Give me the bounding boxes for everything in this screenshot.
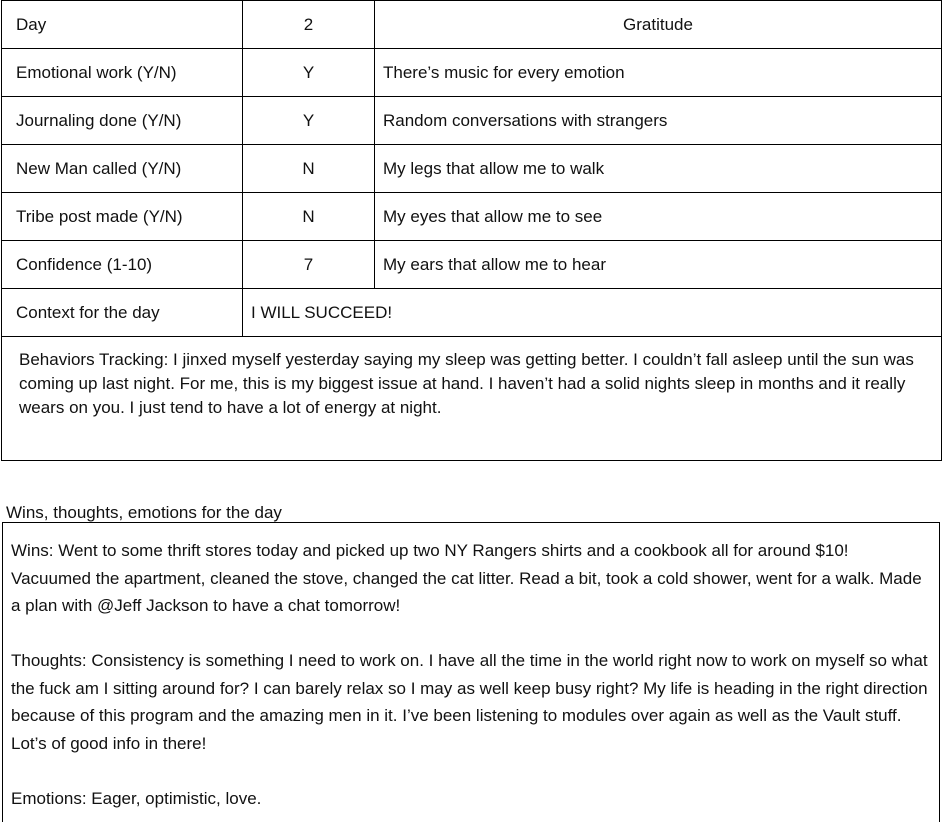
table-row	[2, 337, 942, 461]
table-row	[2, 193, 942, 241]
wins-section-title: Wins, thoughts, emotions for the day	[6, 503, 282, 522]
gratitude-item: My ears that allow me to hear	[375, 241, 942, 289]
row-value: N	[243, 145, 375, 193]
context-label: Context for the day	[2, 289, 243, 337]
row-label: Tribe post made (Y/N)	[2, 193, 243, 241]
day-label: Day	[2, 1, 243, 49]
table-row	[2, 289, 942, 337]
gratitude-item: My eyes that allow me to see	[375, 193, 942, 241]
row-value: 7	[243, 241, 375, 289]
thoughts-paragraph: Thoughts: Consistency is something I need to work on. I have all the time in the world right now to work on myself so what the fuck am I sitting around for? I can barely relax so I may as well keep busy right? My life is heading in the right direction because of this program and the amazing men in it. I’ve been listening to modules over again as well as the Vault stuff. Lot’s of good info in there!	[11, 651, 928, 753]
table-row	[2, 49, 942, 97]
behaviors-tracking: Behaviors Tracking: I jinxed myself yesterday saying my sleep was getting better. I couldn’t fall asleep until the sun was coming up last night. For me, this is my biggest issue at hand. I haven’t had a solid nights sleep in months and it really wears on you. I just tend to have a lot of energy at night.	[2, 337, 942, 461]
table-row	[2, 145, 942, 193]
day-value: 2	[243, 1, 375, 49]
wins-section-box	[2, 522, 940, 822]
context-value: I WILL SUCCEED!	[243, 289, 942, 337]
gratitude-item: My legs that allow me to walk	[375, 145, 942, 193]
row-label: Emotional work (Y/N)	[2, 49, 243, 97]
table-row	[2, 97, 942, 145]
row-value: Y	[243, 49, 375, 97]
daily-tracker-table	[1, 0, 942, 461]
emotions-paragraph: Emotions: Eager, optimistic, love.	[11, 788, 262, 808]
row-value: Y	[243, 97, 375, 145]
row-value: N	[243, 193, 375, 241]
wins-paragraph: Wins: Went to some thrift stores today and picked up two NY Rangers shirts and a cookbook all for around $10! Vacuumed the apartment, cleaned the stove, changed the cat litter. Read a bit, took a cold shower, went for a walk. Made a plan with @Jeff Jackson to have a chat tomorrow!	[11, 541, 922, 615]
gratitude-item: Random conversations with strangers	[375, 97, 942, 145]
table-row	[2, 1, 942, 49]
row-label: New Man called (Y/N)	[2, 145, 243, 193]
gratitude-header: Gratitude	[375, 1, 942, 49]
row-label: Journaling done (Y/N)	[2, 97, 243, 145]
table-row	[2, 241, 942, 289]
row-label: Confidence (1-10)	[2, 241, 243, 289]
gratitude-item: There’s music for every emotion	[375, 49, 942, 97]
